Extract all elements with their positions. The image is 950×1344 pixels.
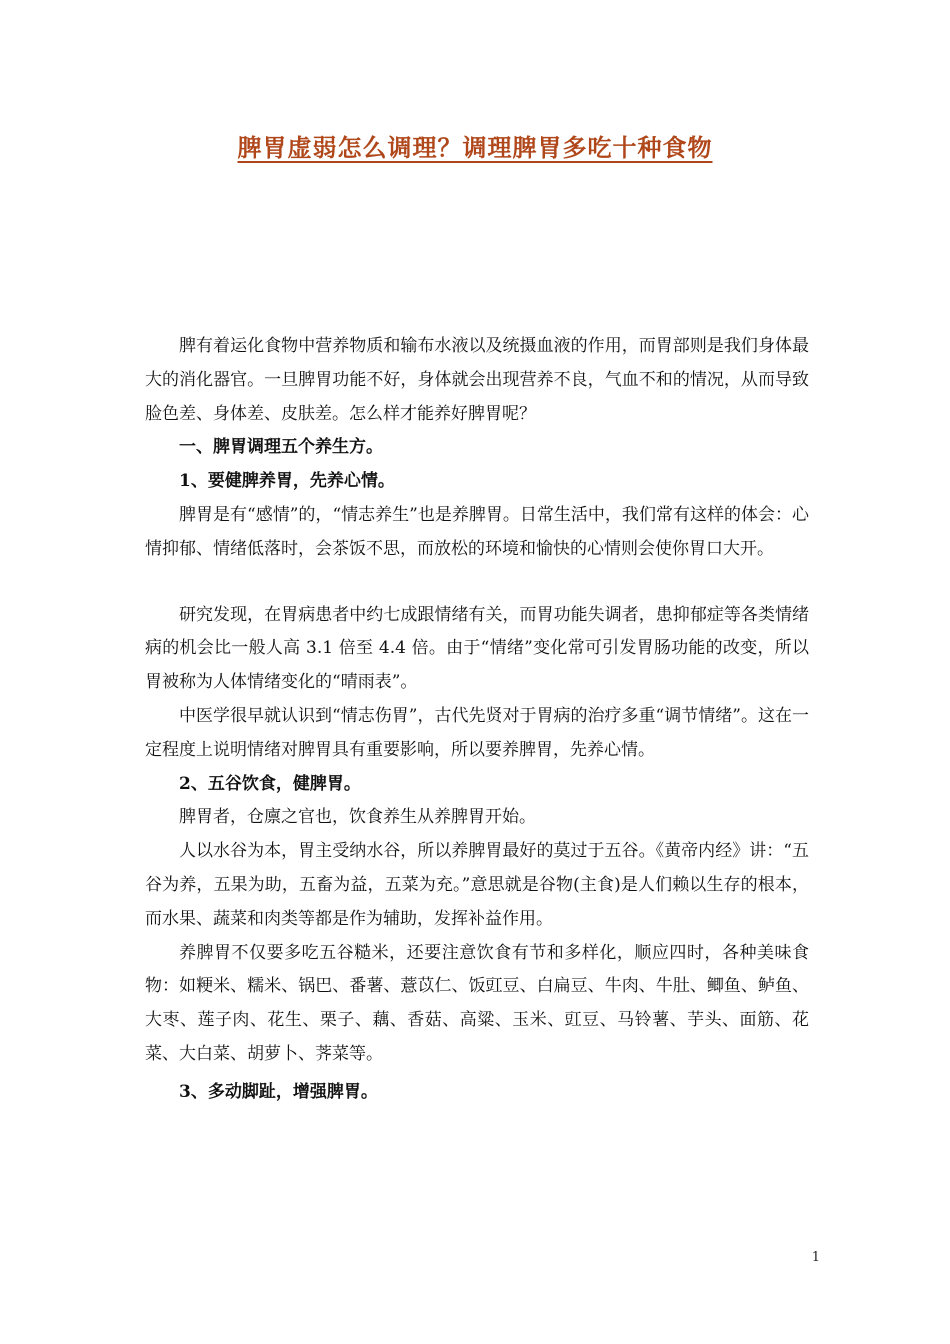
- document-body: [145, 330, 809, 1110]
- body-paragraph: 脾胃者，仓廪之官也，饮食养生从养脾胃开始。: [179, 807, 536, 828]
- body-paragraph: 研究发现，在胃病患者中约七成跟情绪有关，而胃功能失调者，患抑郁症等各类情绪病的机会比一般人高 3.1 倍至 4.4 倍。由于“情绪”变化常可引发胃肠功能的改变，所以胃被称为人体情绪变化的“晴雨表”。: [145, 604, 809, 693]
- body-paragraph: 人以水谷为本，胃主受纳水谷，所以养脾胃最好的莫过于五谷。《黄帝内经》讲：“五谷为养，五果为助，五畜为益，五菜为充。”意思就是谷物(主食)是人们赖以生存的根本，而水果、蔬菜和肉类等都是作为辅助，发挥补益作用。: [145, 841, 809, 929]
- document-title: 脾胃虚弱怎么调理？调理脾胃多吃十种食物: [237, 133, 713, 162]
- subsection-heading-3: 3、多动脚趾，增强脾胃。: [179, 1081, 378, 1102]
- subsection-heading-2: 2、五谷饮食，健脾胃。: [179, 773, 361, 794]
- section-heading-1: 一、脾胃调理五个养生方。: [179, 437, 383, 458]
- body-paragraph: 养脾胃不仅要多吃五谷糙米，还要注意饮食有节和多样化，顺应四时，各种美味食物：如粳米、糯米、锅巴、番薯、薏苡仁、饭豇豆、白扁豆、牛肉、牛肚、鲫鱼、鲈鱼、大枣、莲子肉、花生、栗子、藕、香菇、高粱、玉米、豇豆、马铃薯、芋头、面筋、花菜、大白菜、胡萝卜、荠菜等。: [145, 942, 809, 1064]
- intro-paragraph: 脾有着运化食物中营养物质和输布水液以及统摄血液的作用，而胃部则是我们身体最大的消化器官。一旦脾胃功能不好，身体就会出现营养不良，气血不和的情况，从而导致脸色差、身体差、皮肤差。怎么样才能养好脾胃呢？: [145, 336, 809, 424]
- page-number: 1: [811, 1250, 820, 1265]
- subsection-heading-1: 1、要健脾养胃，先养心情。: [179, 471, 395, 492]
- paragraph-gap: [145, 567, 809, 599]
- body-paragraph: 中医学很早就认识到“情志伤胃”，古代先贤对于胃病的治疗多重“调节情绪”。这在一定程度上说明情绪对脾胃具有重要影响，所以要养脾胃，先养心情。: [145, 705, 809, 760]
- body-paragraph: 脾胃是有“感情”的，“情志养生”也是养脾胃。日常生活中，我们常有这样的体会：心情抑郁、情绪低落时，会茶饭不思，而放松的环境和愉快的心情则会使你胃口大开。: [145, 504, 809, 559]
